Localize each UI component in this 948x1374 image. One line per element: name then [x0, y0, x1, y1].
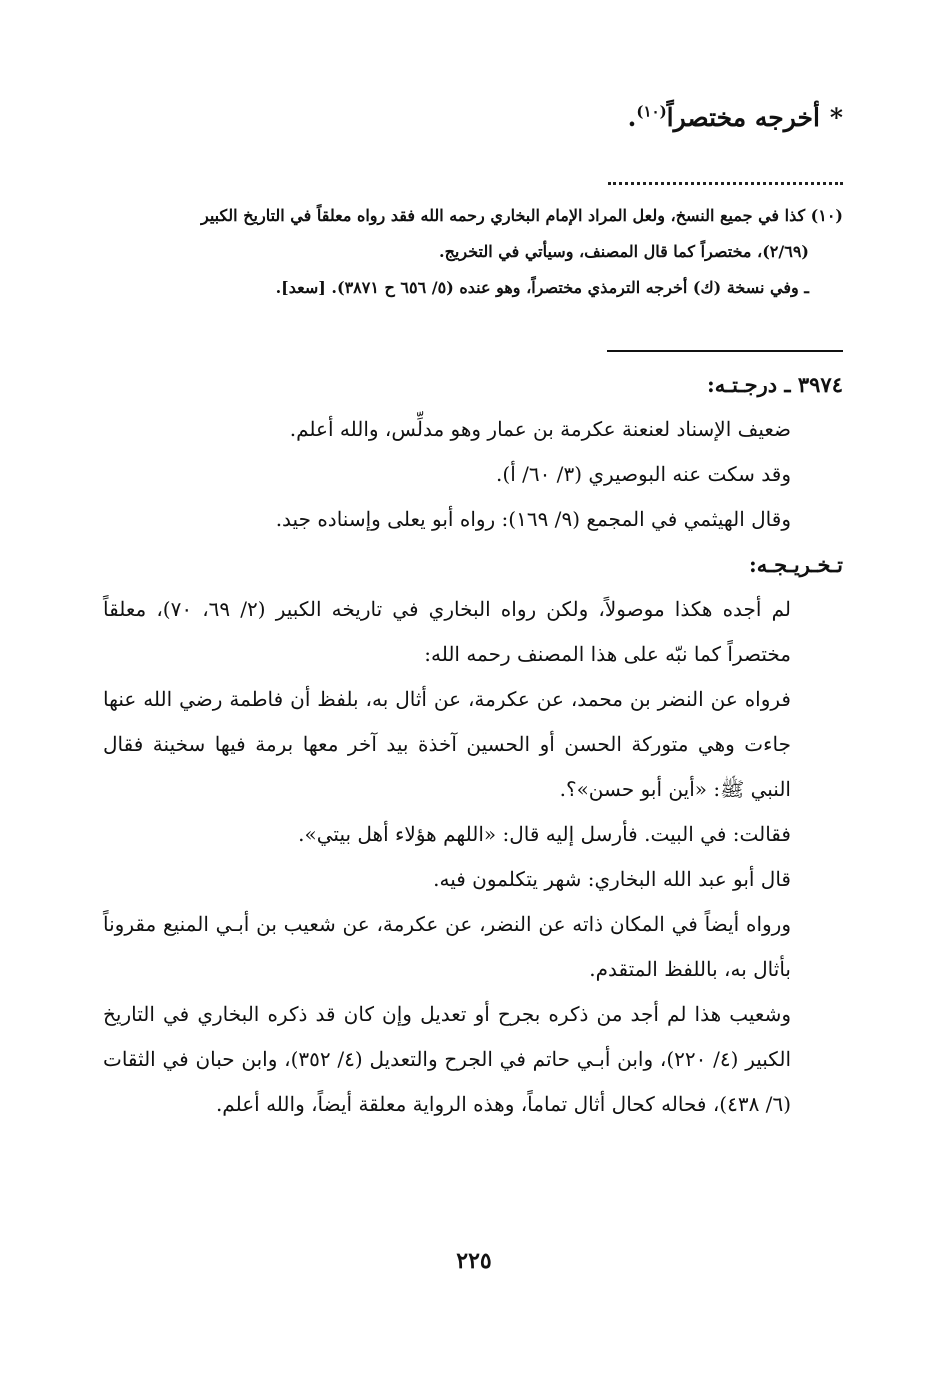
takhrij-heading: تـخـريـجـه: [748, 552, 843, 577]
takhrij-paragraph-3: فقالت: في البيت. فأرسل إليه قال: «اللهم هؤلاء أهل بيتي». [298, 822, 791, 846]
dotted-separator [608, 182, 843, 185]
source-end: . [627, 103, 637, 132]
footnote-reference: (١٠) [636, 102, 667, 121]
asterisk-marker: * [829, 103, 843, 132]
grade-line-2: وقد سكت عنه البوصيري (٣/ ٦٠/ أ). [496, 462, 791, 486]
footnote-line-1: (١٠) كذا في جميع النسخ، ولعل المراد الإمام البخاري رحمه الله فقد رواه معلقاً في التاريخ الكبير [200, 206, 843, 225]
page-number: ٢٢٥ [456, 1248, 492, 1274]
takhrij-paragraph-2: فرواه عن النضر بن محمد، عن عكرمة، عن أثال به، بلفظ أن فاطمة رضي الله عنها جاءت وهي متوركة الحسن أو الحسين آخذة بيد آخر معها برمة فيها سخينة فقال النبي ﷺ: «أين أبو حسن»؟. [103, 687, 791, 801]
takhrij-paragraph-6: وشعيب هذا لم أجد من ذكره بجرح أو تعديل وإن كان قد ذكره البخاري في التاريخ الكبير (٤/ ٢٢٠)، وابن أبـي حاتم في الجرح والتعديل (٤/ ٣٥٢)، وابن حبان في الثقات (٦/ ٤٣٨)، فحاله كحال أثال تماماً، وهذه الرواية معلقة أيضاً، والله أعلم. [103, 1002, 791, 1116]
hadith-source-line [103, 98, 843, 138]
source-text: أخرجه مختصراً [666, 103, 820, 132]
takhrij-paragraph-4: قال أبو عبد الله البخاري: شهر يتكلمون فيه. [433, 867, 791, 891]
footnote [103, 198, 843, 306]
footnote-line-2: (٢/٦٩)، مختصراً كما قال المصنف، وسيأتي في التخريج. [439, 242, 809, 261]
footnote-line-3: ـ وفي نسخة (ك) أخرجه الترمذي مختصراً، وهو عنده (٥/ ٦٥٦ ح ٣٨٧١). [سعد]. [275, 278, 809, 297]
takhrij-paragraph-5: ورواه أيضاً في المكان ذاته عن النضر، عن عكرمة، عن شعيب بن أبـي المنيع مقروناً بأثال به، باللفظ المتقدم. [103, 912, 791, 981]
section-separator [607, 350, 843, 352]
takhrij-paragraph-1: لم أجده هكذا موصولاً، ولكن رواه البخاري في تاريخه الكبير (٢/ ٦٩، ٧٠)، معلقاً مختصراً كما نبّه على هذا المصنف رحمه الله: [103, 597, 792, 666]
grade-line-1: ضعيف الإسناد لعنعنة عكرمة بن عمار وهو مدلِّس، والله أعلم. [289, 417, 791, 441]
grade-line-3: وقال الهيثمي في المجمع (٩/ ١٦٩): رواه أبو يعلى وإسناده جيد. [275, 507, 791, 531]
grade-heading: ٣٩٧٤ ـ درجـتـه: [706, 372, 843, 397]
main-text [103, 362, 843, 1127]
